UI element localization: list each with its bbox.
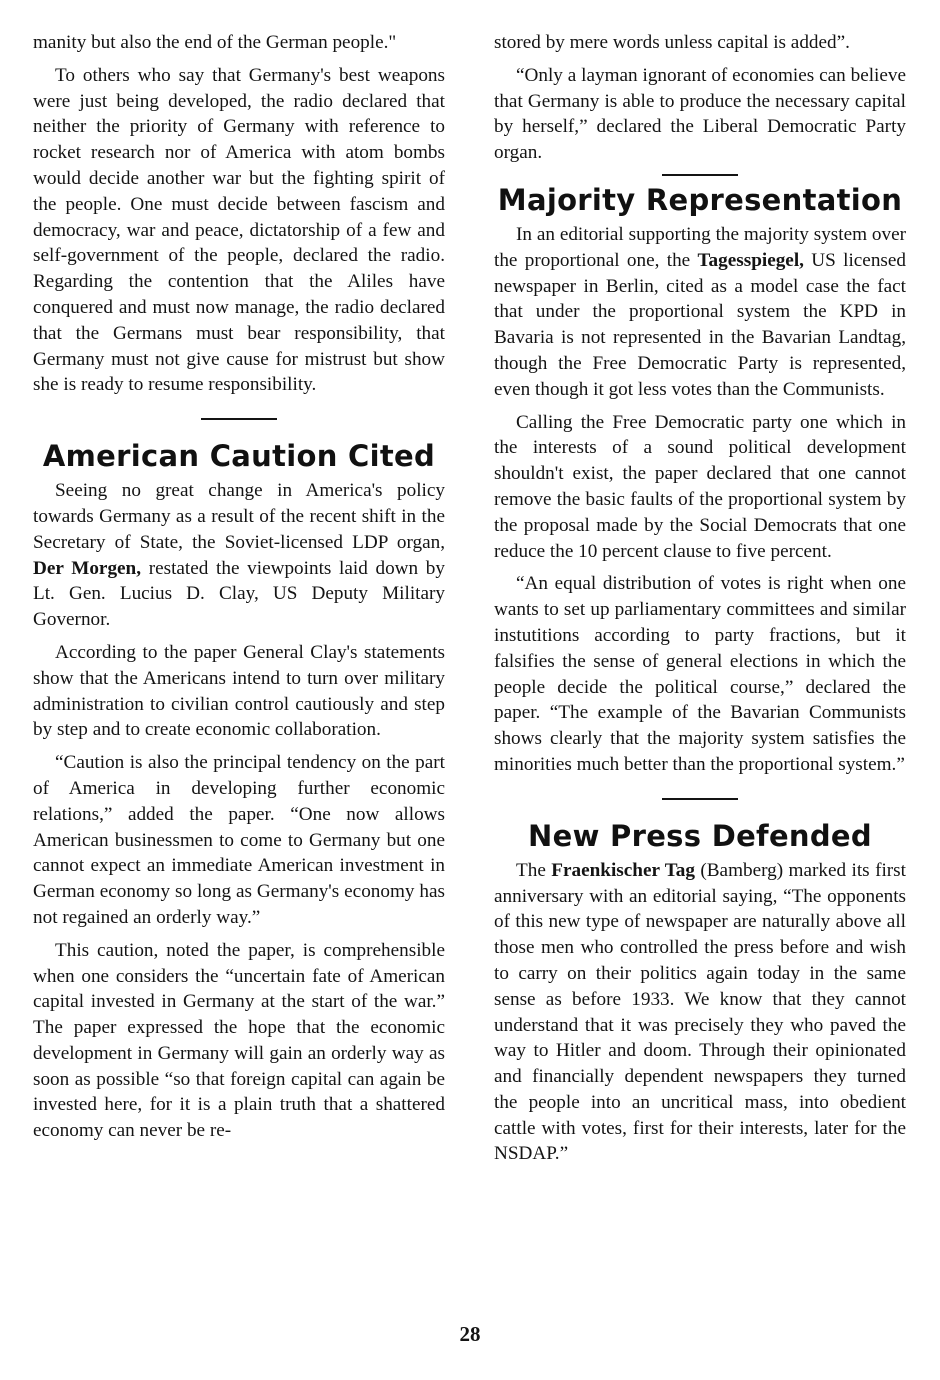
text-run: In an editorial supporting the majority system over the proportional one, the [494,223,906,271]
body-paragraph [494,222,906,403]
text-run: Seeing no great change in America's policy towards Germany as a result of the recent shift in the Secretary of State, the Soviet-licensed LDP organ, [33,480,445,553]
newspaper-name: Der Morgen, [33,557,142,579]
section-divider [662,798,738,800]
continued-paragraph: stored by mere words unless capital is added”. [494,32,850,53]
newspaper-name: Tagesspiegel, [697,249,804,271]
section-heading-american-caution: American Caution Cited [42,439,436,474]
section-divider [662,174,738,176]
body-paragraph: “An equal distribution of votes is right when one wants to set up parliamentary committees and similar instutitions according to party fractions, but it falsifies the sense of general elections in which the people decide the political course,” declared the paper. “The example of the Bavarian Communists shows clearly that the majority system satisfies the minorities much better than the proportional system.” [494,573,906,775]
body-paragraph [494,858,906,1168]
right-column [494,30,906,1167]
body-paragraph: To others who say that Germany's best weapons were just being developed, the radio declared that neither the priority of Germany with reference to rocket research nor of America with atom bombs would decide another war but the fighting spirit of the people. One must decide between fascism and democracy, war and peace, dictatorship of a few and self-government of the people, declared the radio. Regarding the contention that the Aliles have conquered and must now manage, the radio declared that the Germans must bear responsibility, that Germany must not give cause for mistrust but show she is ready to resume responsibility. [33,64,445,396]
body-paragraph: Calling the Free Democratic party one which in the interests of a sound political development shouldn't exist, the paper declared that one cannot remove the basic faults of the proportional system by the proposal made by the Social Democrats that one reduce the 10 percent clause to five percent. [494,411,906,562]
body-paragraph: According to the paper General Clay's statements show that the Americans intend to turn over military administration to civilian control cautiously and step by step and to create economic collaboration. [33,641,445,741]
section-divider [201,418,277,420]
body-paragraph [33,478,445,633]
body-paragraph: “Only a layman ignorant of economies can believe that Germany is able to produce the necessary capital by herself,” declared the Liberal Democratic Party organ. [494,64,906,164]
left-column [33,30,445,1144]
section-heading-majority-representation: Majority Representation [497,182,903,217]
body-paragraph: “Caution is also the principal tendency on the part of America in developing further economic relations,” added the paper. “One now allows American businessmen to come to Germany but one cannot expect an immediate American investment in German economy so long as Germany's economy has not regained an orderly way.” [33,752,445,928]
text-run: (Bamberg) marked its first anniversary with an editorial saying, “The opponents of this new type of newspaper are naturally above all those men who controlled the press before and wish to carry on their politics again today in the same sense as before 1933. We know that they cannot understand that it was precisely they who paved the way to Hitler and doom. Through their opinionated and financially dependent newspapers they turned the people into an uncritical mass, into obedient cattle with votes, first for their interests, later for the NSDAP.” [494,859,906,1165]
page-number: 28 [459,1322,481,1346]
newspaper-name: Fraenkischer Tag [551,859,695,881]
text-run: The [516,859,552,881]
text-run: US licensed newspaper in Berlin, cited as a model case the fact that under the proportional system the KPD in Bavaria is not represented in the Bavarian Landtag, though the Free Democratic Party is represented, even though it got less votes than the Communists. [494,249,906,400]
continued-paragraph: manity but also the end of the German people." [33,32,397,53]
section-heading-new-press: New Press Defended [528,818,872,853]
body-paragraph: This caution, noted the paper, is comprehensible when one considers the “uncertain fate of American capital invested in Germany at the start of the war.” The paper expressed the hope that the economic development in Germany will gain an orderly way as soon as possible “so that foreign capital can again be invested here, for it is a plain truth that a shattered economy can never be re- [33,939,445,1142]
text-run: restated the viewpoints laid down by Lt. Gen. Lucius D. Clay, US Deputy Military Governor. [33,557,445,631]
